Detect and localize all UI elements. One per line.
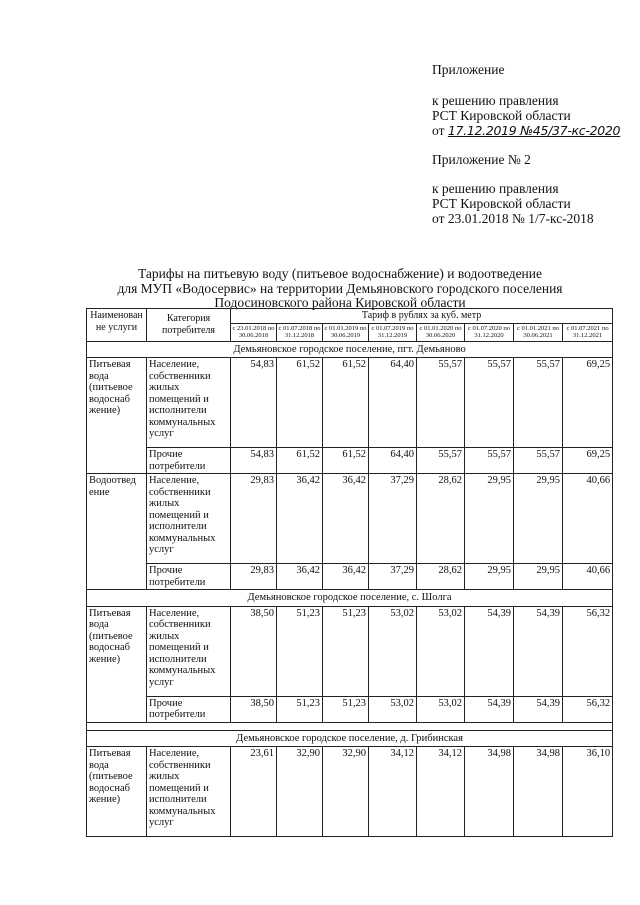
tariff-value: 53,02 bbox=[417, 606, 465, 696]
section-title: Демьяновское городское поселение, д. Грибинская bbox=[87, 730, 613, 747]
tariff-value: 28,62 bbox=[417, 474, 465, 564]
decision2-line-1: к решению правления bbox=[432, 181, 559, 196]
category-cell: Прочие потребители bbox=[147, 448, 231, 474]
section-gap bbox=[87, 722, 613, 730]
table-row bbox=[87, 474, 613, 564]
appendix-label: Приложение bbox=[432, 62, 505, 77]
period-header: с 01.07.2020 по 31.12.2020 bbox=[465, 323, 514, 341]
table-row bbox=[87, 696, 613, 722]
tariff-value: 36,42 bbox=[323, 564, 369, 590]
category-cell: Прочие потребители bbox=[147, 696, 231, 722]
tariff-value: 38,50 bbox=[231, 696, 277, 722]
tariff-value: 37,29 bbox=[369, 564, 417, 590]
tariff-value: 38,50 bbox=[231, 606, 277, 696]
tariff-value: 69,25 bbox=[563, 448, 613, 474]
tariff-value: 55,57 bbox=[417, 358, 465, 448]
category-cell: Население, собственники жилых помещений и исполнители коммунальных услуг bbox=[147, 606, 231, 696]
period-header: с 23.01.2018 по 30.06.2018 bbox=[232, 324, 275, 339]
tariff-value: 34,98 bbox=[465, 747, 514, 837]
tariff-value: 40,66 bbox=[563, 474, 613, 564]
decision-line-2: РСТ Кировской области bbox=[432, 108, 571, 123]
period-header: с 01.01.2021 по 30.06.2021 bbox=[514, 323, 563, 341]
tariff-value: 54,83 bbox=[231, 358, 277, 448]
tariff-value: 36,42 bbox=[323, 474, 369, 564]
tariff-value: 51,23 bbox=[323, 696, 369, 722]
table-row bbox=[87, 606, 613, 696]
tariff-value: 29,95 bbox=[465, 564, 514, 590]
section-row bbox=[87, 590, 613, 607]
decision2-line-2: РСТ Кировской области bbox=[432, 196, 571, 211]
tariff-value: 40,66 bbox=[563, 564, 613, 590]
document-title bbox=[100, 267, 580, 311]
period-header: с 01.07.2019 по 31.12.2019 bbox=[369, 323, 417, 341]
section-title: Демьяновское городское поселение, с. Шолга bbox=[87, 590, 613, 607]
tariff-value: 36,42 bbox=[277, 474, 323, 564]
tariff-value: 34,12 bbox=[417, 747, 465, 837]
tariff-value: 55,57 bbox=[465, 448, 514, 474]
tariff-value: 53,02 bbox=[417, 696, 465, 722]
service-name: Водоотвед ение bbox=[87, 474, 147, 590]
service-name: Питьевая вода (питьевое водоснаб жение) bbox=[87, 358, 147, 474]
tariff-value: 64,40 bbox=[369, 358, 417, 448]
period-header: с 01.01.2020 по 30.06.2020 bbox=[417, 323, 465, 341]
decision-line-1: к решению правления bbox=[432, 93, 559, 108]
tariff-value: 34,12 bbox=[369, 747, 417, 837]
tariff-value: 61,52 bbox=[277, 448, 323, 474]
tariff-value: 61,52 bbox=[277, 358, 323, 448]
period-header: с 01.07.2018 по 31.12.2018 bbox=[278, 324, 321, 339]
category-cell: Население, собственники жилых помещений и исполнители коммунальных услуг bbox=[147, 358, 231, 448]
handwritten-decision-number: 17.12.2019 №45/37-кс-2020 bbox=[447, 123, 621, 138]
table-row bbox=[87, 564, 613, 590]
tariff-value: 55,57 bbox=[417, 448, 465, 474]
decision-from: от bbox=[432, 123, 445, 138]
tariff-value: 64,40 bbox=[369, 448, 417, 474]
title-line-3: Подосиновского района Кировской области bbox=[214, 295, 466, 310]
tariff-value: 53,02 bbox=[369, 606, 417, 696]
col-category-header: Категория потребителя bbox=[147, 309, 231, 342]
col-service-header: Наименован не услуги bbox=[87, 309, 147, 342]
tariff-value: 51,23 bbox=[277, 696, 323, 722]
category-cell: Население, собственники жилых помещений и исполнители коммунальных услуг bbox=[147, 474, 231, 564]
service-name: Питьевая вода (питьевое водоснаб жение) bbox=[87, 747, 147, 837]
tariff-table bbox=[86, 308, 613, 837]
tariff-value: 23,61 bbox=[231, 747, 277, 837]
title-line-2: для МУП «Водосервис» на территории Демьяновского городского поселения bbox=[117, 280, 563, 296]
section-row bbox=[87, 341, 613, 358]
table-row bbox=[87, 747, 613, 837]
table-row bbox=[87, 358, 613, 448]
tariff-value: 28,62 bbox=[417, 564, 465, 590]
section-title: Демьяновское городское поселение, пгт. Демьяново bbox=[87, 341, 613, 358]
service-name: Питьевая вода (питьевое водоснаб жение) bbox=[87, 606, 147, 722]
tariff-value: 55,57 bbox=[465, 358, 514, 448]
tariff-value: 61,52 bbox=[323, 448, 369, 474]
tariff-value: 29,83 bbox=[231, 474, 277, 564]
period-header: с 01.01.2019 по 30.06.2019 bbox=[324, 324, 367, 339]
tariff-value: 61,52 bbox=[323, 358, 369, 448]
tariff-value: 29,95 bbox=[514, 564, 563, 590]
table-row bbox=[87, 448, 613, 474]
tariff-value: 69,25 bbox=[563, 358, 613, 448]
tariff-value: 56,32 bbox=[563, 606, 613, 696]
tariff-value: 32,90 bbox=[277, 747, 323, 837]
period-header: с 01.07.2021 по 31.12.2021 bbox=[563, 323, 613, 341]
tariff-value: 51,23 bbox=[277, 606, 323, 696]
tariff-value: 53,02 bbox=[369, 696, 417, 722]
tariff-value: 54,39 bbox=[465, 606, 514, 696]
tariff-value: 36,42 bbox=[277, 564, 323, 590]
tariff-value: 55,57 bbox=[514, 448, 563, 474]
tariff-value: 29,95 bbox=[514, 474, 563, 564]
appendix-2-label: Приложение № 2 bbox=[432, 152, 531, 167]
tariff-value: 29,95 bbox=[465, 474, 514, 564]
tariff-value: 54,39 bbox=[465, 696, 514, 722]
category-cell: Население, собственники жилых помещений и исполнители коммунальных услуг bbox=[147, 747, 231, 837]
tariff-value: 32,90 bbox=[323, 747, 369, 837]
table-header-row bbox=[87, 309, 613, 324]
tariff-value: 36,10 bbox=[563, 747, 613, 837]
tariff-value: 34,98 bbox=[514, 747, 563, 837]
tariff-value: 56,32 bbox=[563, 696, 613, 722]
tariff-value: 29,83 bbox=[231, 564, 277, 590]
decision-date-line bbox=[432, 123, 620, 139]
category-cell: Прочие потребители bbox=[147, 564, 231, 590]
title-line-1: Тарифы на питьевую воду (питьевое водоснабжение) и водоотведение bbox=[137, 266, 542, 281]
tariff-value: 55,57 bbox=[514, 358, 563, 448]
tariff-value: 51,23 bbox=[323, 606, 369, 696]
section-row bbox=[87, 730, 613, 747]
tariff-value: 37,29 bbox=[369, 474, 417, 564]
col-tariff-header: Тариф в рублях за куб. метр bbox=[231, 309, 613, 324]
tariff-value: 54,83 bbox=[231, 448, 277, 474]
decision2-line-3: от 23.01.2018 № 1/7-кс-2018 bbox=[432, 211, 594, 226]
tariff-value: 54,39 bbox=[514, 696, 563, 722]
tariff-value: 54,39 bbox=[514, 606, 563, 696]
